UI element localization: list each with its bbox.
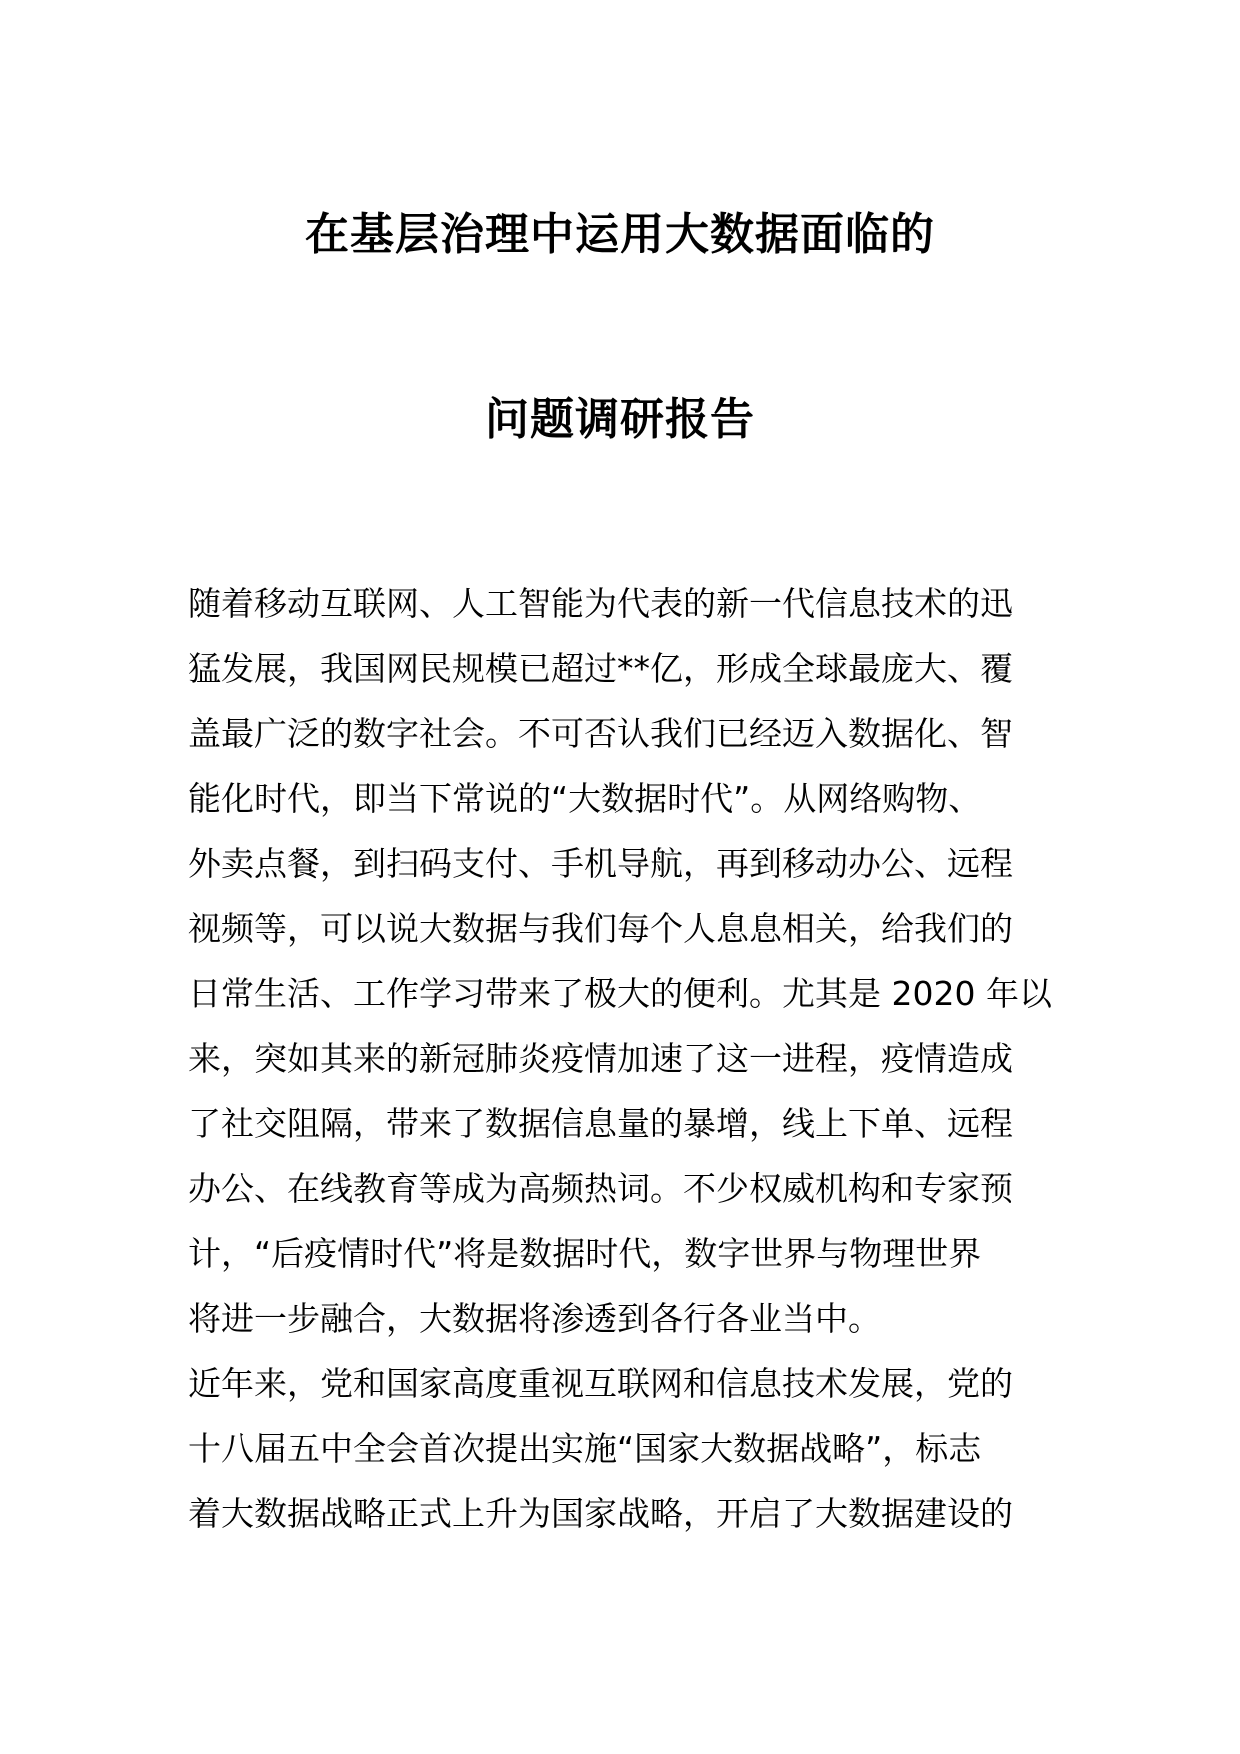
text-line: 来，突如其来的新冠肺炎疫情加速了这一进程，疫情造成 [188,1039,1013,1078]
text-line: 视频等，可以说大数据与我们每个人息息相关，给我们的 [188,909,1013,948]
paragraph-1 [188,571,1058,1351]
text-line: 日常生活、工作学习带来了极大的便利。尤其是 2020 年以 [188,974,1052,1013]
text-line: 盖最广泛的数字社会。不可否认我们已经迈入数据化、智 [188,714,1013,753]
title-line-2: 问题调研报告 [485,394,755,445]
text-line: 外卖点餐，到扫码支付、手机导航，再到移动办公、远程 [188,844,1013,883]
text-line: 近年来，党和国家高度重视互联网和信息技术发展，党的 [188,1364,1013,1403]
text-line: 办公、在线教育等成为高频热词。不少权威机构和专家预 [188,1169,1013,1208]
text-line: 猛发展，我国网民规模已超过**亿，形成全球最庞大、覆 [188,649,1013,688]
title-line-1: 在基层治理中运用大数据面临的 [305,209,935,260]
text-line: 着大数据战略正式上升为国家战略，开启了大数据建设的 [188,1494,1013,1533]
text-line: 了社交阻隔，带来了数据信息量的暴增，线上下单、远程 [188,1104,1013,1143]
text-line: 能化时代，即当下常说的“大数据时代”。从网络购物、 [188,779,982,818]
body-text [188,571,1058,1546]
text-line: 计，“后疫情时代”将是数据时代，数字世界与物理世界 [188,1234,982,1273]
paragraph-2 [188,1351,1058,1546]
text-line: 随着移动互联网、人工智能为代表的新一代信息技术的迅 [188,584,1013,623]
text-line: 十八届五中全会首次提出实施“国家大数据战略”，标志 [188,1429,982,1468]
text-line: 将进一步融合，大数据将渗透到各行各业当中。 [188,1299,881,1338]
